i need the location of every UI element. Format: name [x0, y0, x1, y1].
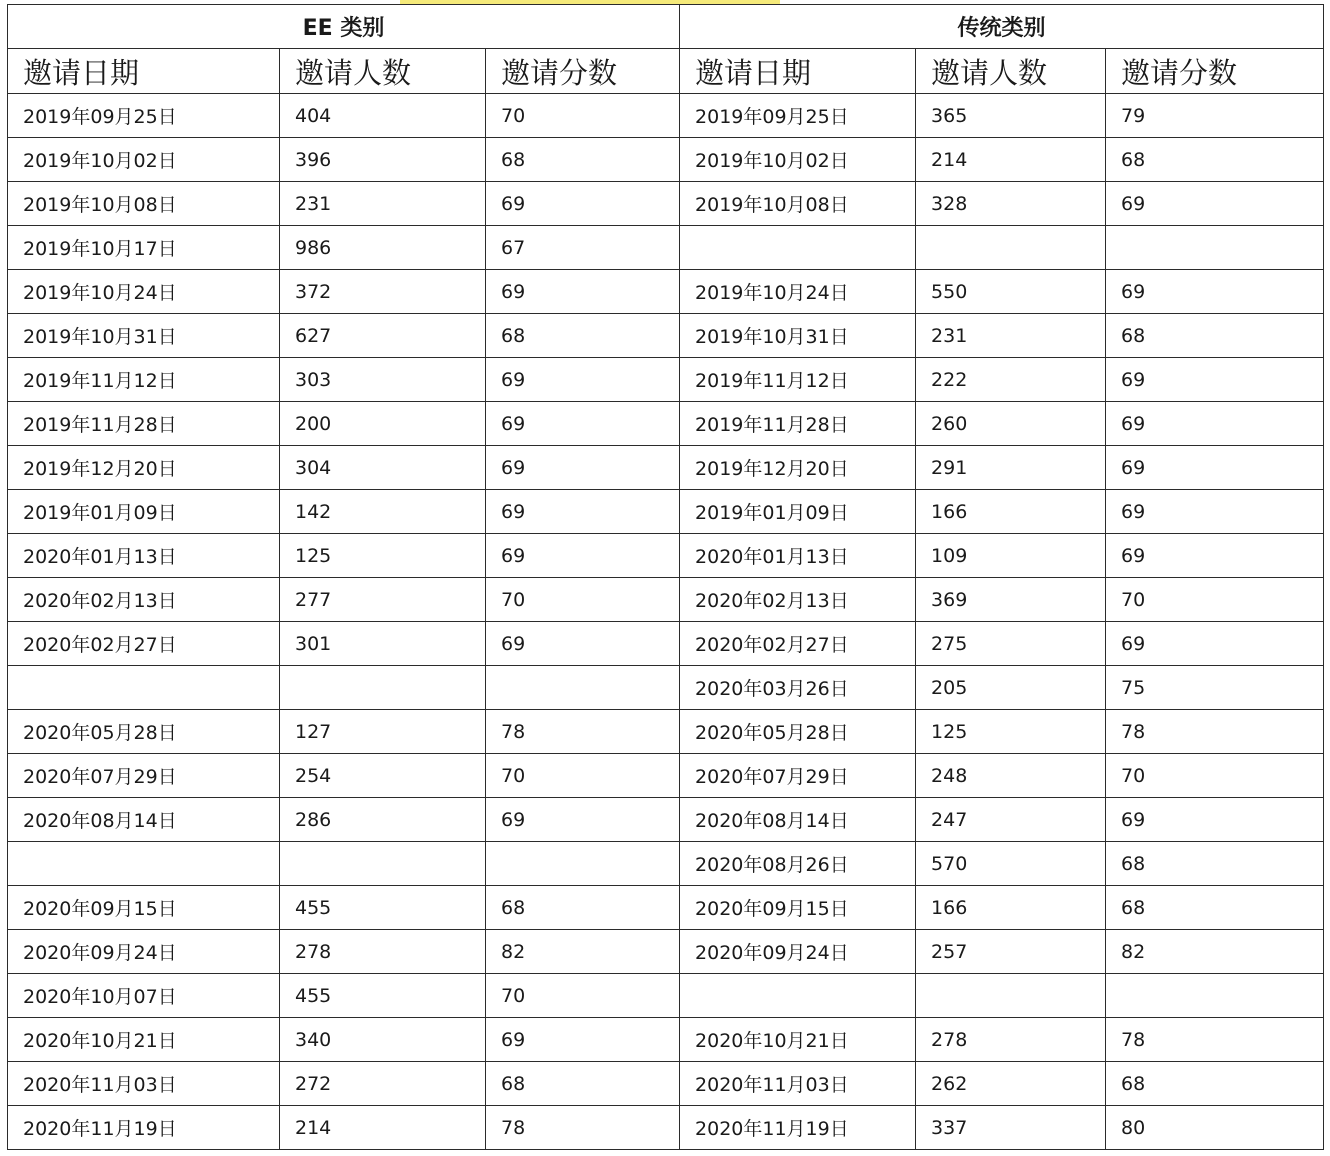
ee-invite-score-cell: 69: [486, 358, 680, 402]
traditional-invite-date-cell: 2020年02月27日: [680, 622, 916, 666]
ee-invite-count-cell: 127: [280, 710, 486, 754]
traditional-invite-score-cell: [1106, 226, 1324, 270]
traditional-invite-date-cell: 2019年01月09日: [680, 490, 916, 534]
traditional-invite-score-cell: 68: [1106, 314, 1324, 358]
ee-invite-date-cell: 2019年10月17日: [8, 226, 280, 270]
ee-invite-score-cell: 69: [486, 270, 680, 314]
column-header-invite-score: 邀请分数: [1106, 49, 1324, 94]
ee-invite-date-cell: 2019年10月24日: [8, 270, 280, 314]
traditional-invite-count-cell: 109: [916, 534, 1106, 578]
traditional-invite-count-cell: 262: [916, 1062, 1106, 1106]
table-row: [8, 666, 1324, 710]
ee-invite-score-cell: 69: [486, 534, 680, 578]
ee-invite-count-cell: 125: [280, 534, 486, 578]
table-row: [8, 138, 1324, 182]
table-row: [8, 578, 1324, 622]
traditional-invite-date-cell: 2020年07月29日: [680, 754, 916, 798]
traditional-invite-score-cell: 82: [1106, 930, 1324, 974]
ee-invite-count-cell: 455: [280, 974, 486, 1018]
ee-invite-score-cell: 68: [486, 138, 680, 182]
ee-invite-count-cell: 396: [280, 138, 486, 182]
traditional-invite-date-cell: 2020年09月15日: [680, 886, 916, 930]
traditional-invite-date-cell: 2020年09月24日: [680, 930, 916, 974]
ee-invite-count-cell: 278: [280, 930, 486, 974]
column-header-invite-score: 邀请分数: [486, 49, 680, 94]
traditional-invite-score-cell: 69: [1106, 490, 1324, 534]
ee-invite-date-cell: 2019年09月25日: [8, 94, 280, 138]
table-row: [8, 1018, 1324, 1062]
ee-invite-date-cell: 2020年02月13日: [8, 578, 280, 622]
traditional-invite-count-cell: 166: [916, 490, 1106, 534]
column-header-invite-date: 邀请日期: [8, 49, 280, 94]
traditional-invite-date-cell: 2019年10月08日: [680, 182, 916, 226]
traditional-invite-date-cell: 2020年03月26日: [680, 666, 916, 710]
traditional-invite-score-cell: 69: [1106, 358, 1324, 402]
traditional-invite-count-cell: 257: [916, 930, 1106, 974]
traditional-invite-date-cell: 2020年08月14日: [680, 798, 916, 842]
table-row: [8, 974, 1324, 1018]
traditional-invite-score-cell: 68: [1106, 1062, 1324, 1106]
traditional-invite-score-cell: 78: [1106, 710, 1324, 754]
ee-invite-date-cell: 2020年01月13日: [8, 534, 280, 578]
ee-invite-count-cell: 272: [280, 1062, 486, 1106]
ee-invite-count-cell: [280, 842, 486, 886]
traditional-invite-score-cell: 70: [1106, 578, 1324, 622]
traditional-invite-score-cell: 69: [1106, 534, 1324, 578]
traditional-invite-score-cell: 68: [1106, 886, 1324, 930]
traditional-invite-score-cell: 78: [1106, 1018, 1324, 1062]
traditional-invite-date-cell: 2020年02月13日: [680, 578, 916, 622]
table-row: [8, 358, 1324, 402]
table-row: [8, 314, 1324, 358]
invite-table: [7, 4, 1324, 1150]
traditional-invite-count-cell: 248: [916, 754, 1106, 798]
traditional-invite-count-cell: 214: [916, 138, 1106, 182]
traditional-invite-date-cell: 2020年10月21日: [680, 1018, 916, 1062]
table-row: [8, 710, 1324, 754]
traditional-invite-score-cell: [1106, 974, 1324, 1018]
ee-invite-score-cell: 68: [486, 886, 680, 930]
traditional-invite-date-cell: 2020年11月03日: [680, 1062, 916, 1106]
ee-invite-date-cell: 2019年10月31日: [8, 314, 280, 358]
traditional-invite-score-cell: 69: [1106, 798, 1324, 842]
ee-invite-date-cell: 2020年11月03日: [8, 1062, 280, 1106]
table-row: [8, 1106, 1324, 1150]
ee-invite-count-cell: 372: [280, 270, 486, 314]
traditional-invite-date-cell: 2019年10月02日: [680, 138, 916, 182]
traditional-invite-score-cell: 70: [1106, 754, 1324, 798]
traditional-invite-count-cell: 222: [916, 358, 1106, 402]
ee-invite-score-cell: 68: [486, 1062, 680, 1106]
traditional-invite-score-cell: 79: [1106, 94, 1324, 138]
traditional-invite-count-cell: 570: [916, 842, 1106, 886]
ee-invite-count-cell: 231: [280, 182, 486, 226]
ee-invite-date-cell: 2020年09月24日: [8, 930, 280, 974]
ee-invite-count-cell: 277: [280, 578, 486, 622]
ee-invite-date-cell: 2019年10月02日: [8, 138, 280, 182]
ee-invite-score-cell: 78: [486, 710, 680, 754]
traditional-invite-count-cell: [916, 974, 1106, 1018]
ee-invite-count-cell: 304: [280, 446, 486, 490]
traditional-invite-count-cell: 369: [916, 578, 1106, 622]
ee-invite-score-cell: 78: [486, 1106, 680, 1150]
ee-invite-date-cell: 2020年05月28日: [8, 710, 280, 754]
group-header-row: [8, 5, 1324, 49]
table-row: [8, 402, 1324, 446]
ee-invite-count-cell: 455: [280, 886, 486, 930]
ee-invite-score-cell: 70: [486, 578, 680, 622]
traditional-invite-score-cell: 68: [1106, 842, 1324, 886]
table-row: [8, 1062, 1324, 1106]
traditional-invite-count-cell: 231: [916, 314, 1106, 358]
table-row: [8, 930, 1324, 974]
ee-invite-date-cell: 2019年12月20日: [8, 446, 280, 490]
table-row: [8, 754, 1324, 798]
traditional-invite-date-cell: 2019年10月31日: [680, 314, 916, 358]
ee-invite-date-cell: 2020年10月21日: [8, 1018, 280, 1062]
table-row: [8, 446, 1324, 490]
traditional-invite-date-cell: [680, 974, 916, 1018]
ee-invite-count-cell: 286: [280, 798, 486, 842]
table-row: [8, 842, 1324, 886]
ee-invite-date-cell: 2020年10月07日: [8, 974, 280, 1018]
table-body: [8, 94, 1324, 1150]
traditional-invite-date-cell: 2019年11月28日: [680, 402, 916, 446]
ee-invite-date-cell: 2020年02月27日: [8, 622, 280, 666]
ee-invite-count-cell: 254: [280, 754, 486, 798]
traditional-invite-score-cell: 69: [1106, 402, 1324, 446]
traditional-invite-score-cell: 69: [1106, 182, 1324, 226]
table-row: [8, 534, 1324, 578]
ee-invite-count-cell: 627: [280, 314, 486, 358]
ee-invite-date-cell: 2020年11月19日: [8, 1106, 280, 1150]
table-row: [8, 270, 1324, 314]
ee-invite-score-cell: 69: [486, 1018, 680, 1062]
ee-invite-score-cell: 68: [486, 314, 680, 358]
traditional-invite-count-cell: 275: [916, 622, 1106, 666]
table-row: [8, 798, 1324, 842]
ee-invite-count-cell: 404: [280, 94, 486, 138]
ee-invite-date-cell: 2020年09月15日: [8, 886, 280, 930]
ee-invite-score-cell: 69: [486, 446, 680, 490]
traditional-invite-count-cell: 166: [916, 886, 1106, 930]
traditional-invite-count-cell: 291: [916, 446, 1106, 490]
traditional-invite-date-cell: 2019年10月24日: [680, 270, 916, 314]
traditional-invite-date-cell: 2020年01月13日: [680, 534, 916, 578]
ee-invite-count-cell: 340: [280, 1018, 486, 1062]
ee-invite-date-cell: 2019年11月12日: [8, 358, 280, 402]
ee-invite-date-cell: 2019年10月08日: [8, 182, 280, 226]
ee-invite-date-cell: 2020年07月29日: [8, 754, 280, 798]
traditional-invite-count-cell: 125: [916, 710, 1106, 754]
ee-invite-score-cell: 69: [486, 622, 680, 666]
table-row: [8, 886, 1324, 930]
traditional-invite-score-cell: 69: [1106, 622, 1324, 666]
ee-invite-score-cell: 70: [486, 754, 680, 798]
ee-invite-score-cell: [486, 666, 680, 710]
ee-invite-count-cell: 301: [280, 622, 486, 666]
ee-invite-score-cell: 69: [486, 798, 680, 842]
traditional-invite-count-cell: 337: [916, 1106, 1106, 1150]
ee-invite-score-cell: 67: [486, 226, 680, 270]
ee-invite-count-cell: 303: [280, 358, 486, 402]
ee-invite-score-cell: 69: [486, 402, 680, 446]
traditional-invite-score-cell: 80: [1106, 1106, 1324, 1150]
ee-invite-count-cell: 142: [280, 490, 486, 534]
traditional-invite-count-cell: 550: [916, 270, 1106, 314]
traditional-invite-score-cell: 68: [1106, 138, 1324, 182]
traditional-invite-count-cell: 247: [916, 798, 1106, 842]
table-row: [8, 182, 1324, 226]
traditional-invite-date-cell: 2020年11月19日: [680, 1106, 916, 1150]
traditional-invite-score-cell: 75: [1106, 666, 1324, 710]
traditional-invite-count-cell: 365: [916, 94, 1106, 138]
ee-invite-score-cell: [486, 842, 680, 886]
traditional-invite-count-cell: 328: [916, 182, 1106, 226]
ee-invite-count-cell: 200: [280, 402, 486, 446]
traditional-category-heading: 传统类别: [680, 5, 1324, 49]
traditional-invite-date-cell: 2019年12月20日: [680, 446, 916, 490]
ee-category-heading: EE 类别: [8, 5, 680, 49]
ee-invite-count-cell: 214: [280, 1106, 486, 1150]
column-header-row: [8, 49, 1324, 94]
traditional-invite-count-cell: [916, 226, 1106, 270]
ee-invite-count-cell: [280, 666, 486, 710]
column-header-invite-count: 邀请人数: [280, 49, 486, 94]
table-row: [8, 490, 1324, 534]
column-header-invite-count: 邀请人数: [916, 49, 1106, 94]
traditional-invite-count-cell: 278: [916, 1018, 1106, 1062]
ee-invite-date-cell: [8, 842, 280, 886]
traditional-invite-date-cell: [680, 226, 916, 270]
traditional-invite-date-cell: 2020年05月28日: [680, 710, 916, 754]
table-row: [8, 226, 1324, 270]
table-row: [8, 94, 1324, 138]
traditional-invite-count-cell: 260: [916, 402, 1106, 446]
ee-invite-score-cell: 70: [486, 94, 680, 138]
ee-invite-date-cell: 2019年11月28日: [8, 402, 280, 446]
traditional-invite-score-cell: 69: [1106, 446, 1324, 490]
ee-invite-date-cell: 2020年08月14日: [8, 798, 280, 842]
ee-invite-date-cell: 2019年01月09日: [8, 490, 280, 534]
traditional-invite-date-cell: 2019年11月12日: [680, 358, 916, 402]
ee-invite-date-cell: [8, 666, 280, 710]
ee-invite-score-cell: 69: [486, 490, 680, 534]
ee-invite-score-cell: 70: [486, 974, 680, 1018]
ee-invite-score-cell: 69: [486, 182, 680, 226]
traditional-invite-date-cell: 2019年09月25日: [680, 94, 916, 138]
traditional-invite-score-cell: 69: [1106, 270, 1324, 314]
ee-invite-count-cell: 986: [280, 226, 486, 270]
column-header-invite-date: 邀请日期: [680, 49, 916, 94]
ee-invite-score-cell: 82: [486, 930, 680, 974]
table-row: [8, 622, 1324, 666]
traditional-invite-count-cell: 205: [916, 666, 1106, 710]
traditional-invite-date-cell: 2020年08月26日: [680, 842, 916, 886]
